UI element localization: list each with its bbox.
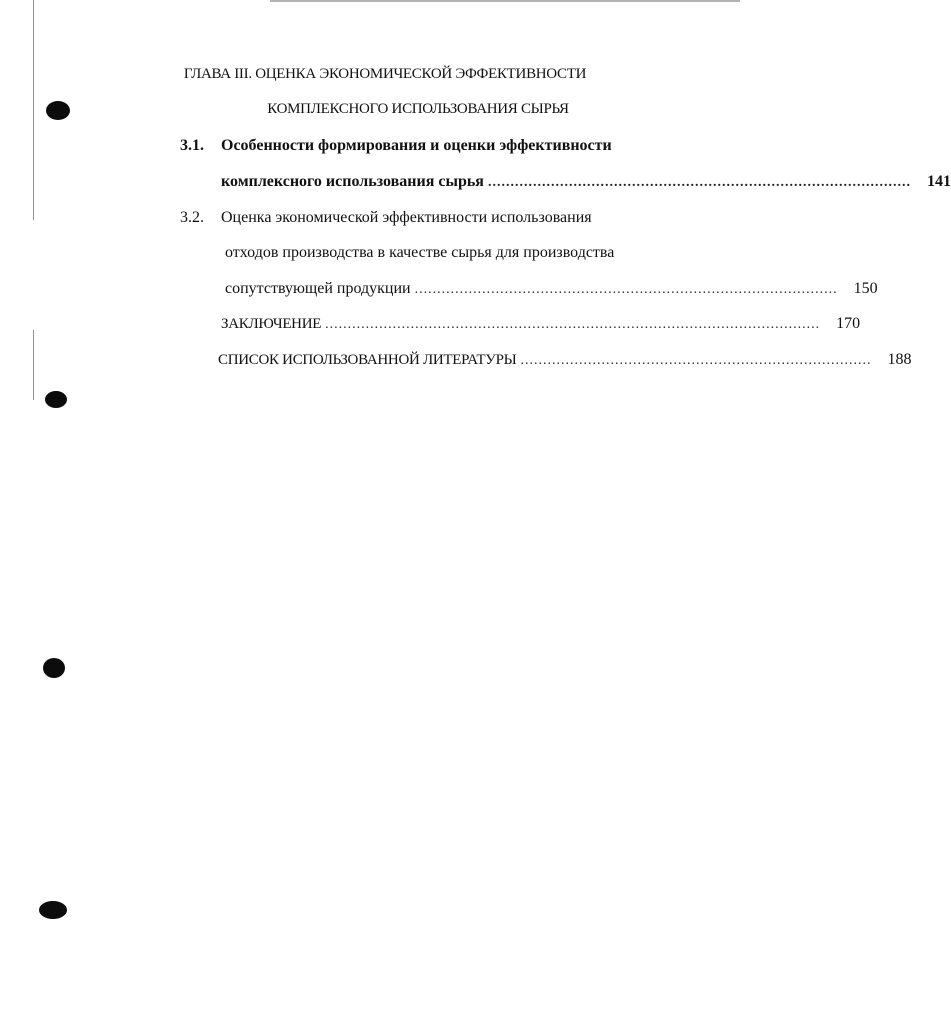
chapter-heading-line2: КОМПЛЕКСНОГО ИСПОЛЬЗОВАНИЯ СЫРЬЯ	[267, 101, 569, 117]
section-3-2-title-line2: отходов производства в качестве сырья для производства	[225, 244, 615, 261]
section-3-1-title-line2: комплексного использования сырья	[221, 173, 484, 190]
toc-entry-bibliography	[218, 350, 912, 371]
section-3-1-title-line1: Особенности формирования и оценки эффективности	[221, 137, 612, 154]
section-3-2-number: 3.2.	[180, 209, 204, 226]
toc-entry-3-1	[221, 172, 951, 193]
conclusion-page: 170	[836, 315, 861, 332]
scan-top-edge	[270, 0, 740, 2]
toc-entry-3-2	[225, 279, 878, 300]
conclusion-label: ЗАКЛЮЧЕНИЕ	[221, 316, 322, 332]
section-3-2-title-line3: сопутствующей продукции	[225, 280, 411, 297]
section-3-1-number: 3.1.	[180, 137, 204, 154]
toc-entry-conclusion	[221, 314, 861, 335]
section-3-1-page: 141	[926, 173, 951, 190]
punch-hole-3	[43, 658, 65, 678]
leader-dots: ..............................................................................................	[414, 282, 838, 297]
leader-dots: ..............................................................................................	[487, 175, 911, 190]
leader-dots: ..............................................................................................................	[325, 317, 821, 332]
section-3-2-page: 150	[853, 280, 878, 297]
chapter-heading-line1: ГЛАВА III. ОЦЕНКА ЭКОНОМИЧЕСКОЙ ЭФФЕКТИВНОСТИ	[183, 66, 587, 82]
leader-dots: ..............................................................................	[520, 353, 872, 368]
punch-hole-2	[45, 391, 67, 408]
scan-margin-line-mid	[33, 330, 34, 400]
bibliography-label: СПИСОК ИСПОЛЬЗОВАННОЙ ЛИТЕРАТУРЫ	[218, 352, 517, 368]
punch-hole-4	[39, 901, 67, 919]
bibliography-page: 188	[887, 351, 912, 368]
section-3-2-title-line1: Оценка экономической эффективности использования	[221, 209, 592, 226]
